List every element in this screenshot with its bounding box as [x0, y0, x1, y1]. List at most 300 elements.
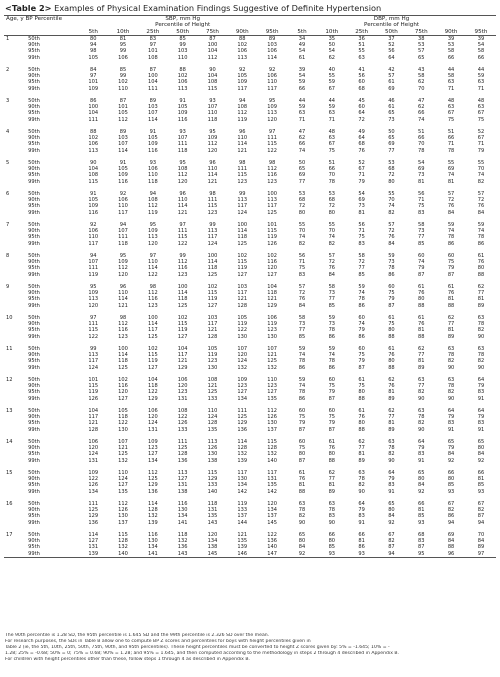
col-header: 25th — [138, 29, 168, 36]
dbp-value-cell: 66 — [328, 166, 336, 173]
dbp-value-cell: 35 — [328, 35, 336, 42]
dbp-value-cell: 78 — [477, 234, 485, 241]
dbp-value-cell: 74 — [388, 203, 395, 210]
sbp-value-cell: 110 — [147, 259, 158, 266]
sbp-value-cell: 113 — [147, 234, 158, 241]
footnote: Table 2 (ie, the 5th, 10th, 25th, 50th, 75th, 90th, and 95th percentiles). These height percentiles must be converted to height Z scores given by: 5% = -1.645; 10% = - — [5, 645, 390, 651]
sbp-value-cell: 98 — [89, 48, 97, 55]
sbp-value-cell: 108 — [147, 54, 158, 61]
sbp-value-cell: 110 — [267, 79, 277, 86]
dbp-value-cell: 63 — [477, 104, 485, 111]
sbp-value-cell: 123 — [267, 178, 277, 185]
sbp-value-cell: 125 — [177, 444, 188, 451]
sbp-value-cell: 92 — [119, 190, 127, 197]
dbp-value-cell: 90 — [447, 395, 455, 402]
sbp-value-cell: 110 — [177, 54, 188, 61]
dbp-value-cell: 74 — [477, 228, 485, 235]
sbp-value-cell: 102 — [118, 376, 128, 383]
sbp-value-cell: 98 — [268, 159, 276, 166]
dbp-value-cell: 67 — [328, 141, 336, 148]
sbp-value-cell: 112 — [207, 54, 218, 61]
sbp-value-cell: 111 — [237, 407, 248, 414]
dbp-value-cell: 89 — [388, 395, 395, 402]
dbp-value-cell: 55 — [298, 221, 306, 228]
sbp-value-cell: 106 — [118, 54, 128, 61]
dbp-value-cell: 94 — [447, 519, 455, 526]
sbp-value-cell: 94 — [89, 42, 97, 49]
col-header: 5th — [78, 29, 108, 36]
sbp-value-cell: 115 — [118, 531, 128, 538]
dbp-value-cell: 67 — [477, 110, 485, 117]
sbp-value-cell: 130 — [177, 506, 188, 513]
dbp-value-cell: 91 — [388, 488, 395, 495]
dbp-value-cell: 81 — [447, 296, 455, 303]
dbp-value-cell: 80 — [418, 296, 425, 303]
sbp-value-cell: 105 — [147, 135, 158, 142]
sbp-value-cell: 138 — [177, 488, 188, 495]
dbp-value-cell: 52 — [388, 42, 395, 49]
sbp-value-cell: 104 — [147, 79, 158, 86]
sbp-value-cell: 107 — [118, 228, 128, 235]
dbp-value-cell: 69 — [358, 197, 365, 204]
dbp-value-cell: 65 — [418, 54, 425, 61]
dbp-value-cell: 81 — [418, 327, 425, 334]
dbp-value-cell: 60 — [298, 438, 306, 445]
bp-percentile-cell: 50th — [28, 35, 40, 42]
dbp-value-cell: 76 — [358, 147, 365, 154]
bp-percentile-cell: 90th — [28, 259, 40, 266]
bp-percentile-cell: 90th — [28, 290, 40, 297]
sbp-value-cell: 106 — [177, 79, 188, 86]
dbp-value-cell: 74 — [298, 147, 306, 154]
dbp-value-cell: 48 — [447, 97, 455, 104]
dbp-value-cell: 59 — [328, 79, 336, 86]
sbp-value-cell: 112 — [267, 166, 277, 173]
sbp-value-cell: 104 — [88, 407, 99, 414]
bp-table — [4, 15, 496, 558]
dbp-value-cell: 54 — [328, 48, 336, 55]
bp-percentile-cell: 99th — [28, 116, 40, 123]
col-header: 95th — [257, 29, 287, 36]
sbp-value-cell: 123 — [237, 178, 248, 185]
sbp-value-cell: 99 — [209, 221, 216, 228]
bp-percentile-cell: 50th — [28, 469, 40, 476]
dbp-value-cell: 90 — [358, 488, 365, 495]
dbp-value-cell: 75 — [358, 352, 365, 359]
col-header: 90th — [436, 29, 466, 36]
dbp-value-cell: 82 — [477, 327, 485, 334]
dbp-value-cell: 70 — [328, 172, 336, 179]
dbp-value-cell: 60 — [358, 314, 365, 321]
dbp-value-cell: 84 — [298, 544, 306, 551]
bp-percentile-cell: 99th — [28, 209, 40, 216]
sbp-value-cell: 115 — [207, 203, 218, 210]
dbp-value-cell: 81 — [418, 178, 425, 185]
dbp-value-cell: 90 — [388, 457, 395, 464]
sbp-value-cell: 114 — [118, 296, 128, 303]
sbp-value-cell: 110 — [177, 197, 188, 204]
dbp-value-cell: 59 — [388, 252, 395, 259]
dbp-value-cell: 77 — [358, 444, 365, 451]
sbp-value-cell: 114 — [147, 321, 158, 328]
dbp-value-cell: 75 — [358, 383, 365, 390]
dbp-value-cell: 50 — [328, 42, 336, 49]
sbp-value-cell: 126 — [88, 395, 99, 402]
dbp-value-cell: 85 — [358, 271, 365, 278]
sbp-value-cell: 92 — [268, 66, 276, 73]
age-cell: 2 — [6, 66, 10, 73]
sbp-value-cell: 116 — [118, 178, 128, 185]
dbp-value-cell: 84 — [447, 451, 455, 458]
dbp-value-cell: 61 — [477, 252, 485, 259]
dbp-value-cell: 74 — [328, 234, 336, 241]
sbp-value-cell: 97 — [89, 314, 97, 321]
bp-percentile-cell: 95th — [28, 451, 40, 458]
dbp-value-cell: 51 — [358, 42, 365, 49]
sbp-value-cell: 116 — [267, 172, 277, 179]
sbp-value-cell: 107 — [177, 135, 188, 142]
col-header: 10th — [317, 29, 347, 36]
dbp-value-cell: 61 — [447, 283, 455, 290]
sbp-value-cell: 126 — [267, 414, 277, 420]
sbp-value-cell: 114 — [177, 290, 188, 297]
sbp-value-cell: 136 — [147, 488, 158, 495]
dbp-value-cell: 55 — [477, 159, 485, 166]
sbp-value-cell: 145 — [267, 519, 277, 526]
dbp-value-cell: 64 — [477, 407, 485, 414]
sbp-value-cell: 102 — [177, 314, 188, 321]
dbp-value-cell: 68 — [358, 85, 365, 92]
sbp-value-cell: 117 — [177, 352, 188, 359]
dbp-value-cell: 53 — [418, 42, 425, 49]
dbp-value-cell: 74 — [418, 259, 425, 266]
sbp-value-cell: 117 — [207, 321, 218, 328]
sbp-value-cell: 90 — [89, 159, 97, 166]
bp-percentile-cell: 99th — [28, 178, 40, 185]
sbp-value-cell: 142 — [267, 488, 277, 495]
dbp-value-cell: 80 — [447, 475, 455, 482]
dbp-value-cell: 65 — [388, 135, 395, 142]
dbp-value-cell: 79 — [298, 420, 306, 427]
sbp-value-cell: 102 — [207, 283, 218, 290]
dbp-value-cell: 79 — [358, 327, 365, 334]
dbp-value-cell: 90 — [447, 364, 455, 371]
dbp-value-cell: 58 — [447, 48, 455, 55]
dbp-value-cell: 56 — [358, 221, 365, 228]
sbp-value-cell: 104 — [88, 110, 99, 117]
dbp-value-cell: 64 — [358, 135, 365, 142]
sbp-value-cell: 98 — [239, 159, 246, 166]
bp-percentile-cell: 90th — [28, 475, 40, 482]
sbp-value-cell: 135 — [267, 395, 277, 402]
sbp-value-cell: 116 — [177, 116, 188, 123]
sbp-value-cell: 97 — [149, 42, 157, 49]
dbp-value-cell: 84 — [447, 209, 455, 216]
dbp-value-cell: 51 — [418, 128, 425, 135]
col-header: 10th — [108, 29, 138, 36]
sbp-value-cell: 106 — [177, 376, 188, 383]
sbp-value-cell: 111 — [118, 234, 128, 241]
sbp-value-cell: 125 — [207, 271, 218, 278]
sbp-value-cell: 103 — [118, 135, 128, 142]
dbp-value-cell: 73 — [298, 321, 306, 328]
dbp-value-cell: 88 — [418, 333, 425, 340]
table-body — [4, 35, 496, 557]
dbp-value-cell: 62 — [418, 79, 425, 86]
col-header: 5th — [287, 29, 317, 36]
dbp-value-cell: 80 — [418, 475, 425, 482]
dbp-value-cell: 92 — [447, 457, 455, 464]
sbp-value-cell: 115 — [267, 228, 277, 235]
dbp-value-cell: 89 — [477, 302, 485, 309]
sbp-value-cell: 111 — [88, 116, 99, 123]
sbp-value-cell: 110 — [207, 407, 218, 414]
sbp-value-cell: 135 — [207, 426, 218, 433]
bp-percentile-cell: 99th — [28, 457, 40, 464]
dbp-value-cell: 83 — [298, 271, 306, 278]
dbp-value-cell: 72 — [388, 228, 395, 235]
sbp-value-cell: 120 — [207, 147, 218, 154]
sbp-value-cell: 130 — [267, 333, 277, 340]
dbp-value-cell: 59 — [298, 79, 306, 86]
footnote: 1.28; 25% = -0.68; 50% = 0; 75% = 0.68; 90% = 1.28; and 95% = 1.645, and then computed according to the methodology in steps 2 through 4 described in Appendix B. — [5, 651, 400, 657]
sbp-value-cell: 142 — [237, 488, 248, 495]
sbp-value-cell: 87 — [119, 97, 127, 104]
dbp-value-cell: 57 — [447, 190, 455, 197]
dbp-value-cell: 78 — [477, 352, 485, 359]
sbp-value-cell: 124 — [147, 420, 158, 427]
sbp-value-cell: 115 — [88, 383, 99, 390]
sbp-value-cell: 105 — [88, 54, 99, 61]
sbp-value-cell: 100 — [147, 314, 158, 321]
age-cell: 8 — [6, 252, 10, 259]
dbp-value-cell: 82 — [418, 420, 425, 427]
sbp-value-cell: 104 — [88, 166, 99, 173]
dbp-value-cell: 63 — [418, 407, 425, 414]
bp-percentile-cell: 90th — [28, 444, 40, 451]
dbp-value-cell: 86 — [388, 271, 395, 278]
sbp-value-cell: 104 — [177, 345, 188, 352]
bp-percentile-cell: 90th — [28, 383, 40, 390]
dbp-value-cell: 58 — [418, 221, 425, 228]
dbp-value-cell: 70 — [418, 141, 425, 148]
sbp-value-cell: 125 — [237, 240, 248, 247]
sbp-value-cell: 103 — [147, 104, 158, 111]
sbp-value-cell: 95 — [119, 42, 127, 49]
sbp-value-cell: 117 — [267, 85, 277, 92]
dbp-value-cell: 77 — [328, 475, 336, 482]
dbp-value-cell: 76 — [328, 265, 336, 272]
sbp-value-cell: 102 — [147, 345, 158, 352]
dbp-value-cell: 61 — [358, 407, 365, 414]
sbp-value-cell: 134 — [88, 488, 99, 495]
dbp-value-cell: 72 — [447, 197, 455, 204]
dbp-value-cell: 86 — [298, 395, 306, 402]
dbp-value-cell: 56 — [298, 252, 306, 259]
dbp-value-cell: 47 — [298, 128, 306, 135]
sbp-value-cell: 113 — [88, 296, 99, 303]
dbp-value-cell: 66 — [447, 54, 455, 61]
dbp-value-cell: 86 — [358, 544, 365, 551]
dbp-value-cell: 92 — [287, 551, 317, 558]
sbp-value-cell: 127 — [237, 271, 248, 278]
sbp-value-cell: 108 — [88, 172, 99, 179]
sbp-value-cell: 114 — [237, 141, 248, 148]
sbp-value-cell: 120 — [147, 414, 158, 420]
table-number: <Table 2> — [5, 3, 52, 13]
dbp-value-cell: 85 — [477, 482, 485, 489]
dbp-value-cell: 76 — [418, 290, 425, 297]
dbp-value-cell: 66 — [477, 469, 485, 476]
sbp-value-cell: 105 — [237, 314, 248, 321]
dbp-value-cell: 78 — [388, 444, 395, 451]
col-header: 75th — [198, 29, 228, 36]
dbp-value-cell: 84 — [477, 209, 485, 216]
sbp-value-cell: 110 — [118, 203, 128, 210]
dbp-value-cell: 87 — [418, 271, 425, 278]
dbp-value-cell: 70 — [298, 228, 306, 235]
dbp-value-cell: 55 — [358, 48, 365, 55]
dbp-value-cell: 70 — [477, 531, 485, 538]
sbp-value-cell: 125 — [147, 475, 158, 482]
sbp-value-cell: 125 — [118, 364, 128, 371]
sbp-value-cell: 121 — [177, 209, 188, 216]
sbp-value-cell: 94 — [89, 252, 97, 259]
sbp-value-cell: 109 — [88, 290, 99, 297]
dbp-value-cell: 42 — [388, 66, 395, 73]
sbp-value-cell: 83 — [149, 35, 157, 42]
bp-percentile-cell: 90th — [28, 104, 40, 111]
sbp-value-cell: 136 — [177, 544, 188, 551]
sbp-value-cell: 100 — [267, 190, 277, 197]
col-header: 50th — [377, 29, 407, 36]
sbp-value-cell: 112 — [207, 141, 218, 148]
sbp-value-cell: 129 — [177, 364, 188, 371]
dbp-value-cell: 85 — [447, 482, 455, 489]
dbp-value-cell: 58 — [418, 73, 425, 80]
sbp-value-cell: 110 — [207, 110, 218, 117]
dbp-value-cell: 63 — [328, 500, 336, 507]
dbp-value-cell: 81 — [477, 296, 485, 303]
sbp-value-cell: 119 — [88, 271, 99, 278]
sbp-value-cell: 140 — [207, 488, 218, 495]
sbp-value-cell: 118 — [177, 296, 188, 303]
sbp-value-cell: 120 — [267, 265, 277, 272]
sbp-value-cell: 95 — [268, 97, 276, 104]
sbp-value-cell: 132 — [237, 451, 248, 458]
dbp-value-cell: 93 — [477, 488, 485, 495]
dbp-value-cell: 71 — [447, 141, 455, 148]
sbp-value-cell: 128 — [207, 420, 218, 427]
dbp-value-cell: 63 — [358, 54, 365, 61]
dbp-value-cell: 68 — [418, 531, 425, 538]
sbp-value-cell: 99 — [89, 345, 97, 352]
dbp-value-cell: 79 — [477, 414, 485, 420]
footnote: For children with height percentiles other than these, follow steps 1 through 4 as described in Appendix B. — [5, 657, 250, 663]
col-header: 50th — [168, 29, 198, 36]
dbp-value-cell: 89 — [328, 488, 336, 495]
dbp-value-cell: 52 — [477, 128, 485, 135]
dbp-value-cell: 79 — [388, 475, 395, 482]
sbp-value-cell: 121 — [118, 302, 128, 309]
sbp-value-cell: 111 — [207, 197, 218, 204]
sbp-value-cell: 120 — [88, 302, 99, 309]
dbp-value-cell: 65 — [298, 531, 306, 538]
sbp-value-cell: 114 — [237, 438, 248, 445]
dbp-value-cell: 76 — [298, 475, 306, 482]
bp-percentile-cell: 95th — [28, 389, 40, 396]
sbp-value-cell: 92 — [89, 221, 97, 228]
dbp-value-cell: 85 — [328, 544, 336, 551]
age-cell: 1 — [6, 35, 10, 42]
sbp-value-cell: 96 — [209, 159, 216, 166]
dbp-value-cell: 79 — [328, 389, 336, 396]
bp-percentile-cell: 99th — [28, 147, 40, 154]
dbp-value-cell: 88 — [477, 271, 485, 278]
bp-percentile-cell: 95th — [28, 234, 40, 241]
bp-percentile-cell: 99th — [28, 364, 40, 371]
sbp-value-cell: 124 — [207, 240, 218, 247]
sbp-value-cell: 125 — [88, 506, 99, 513]
dbp-value-cell: 62 — [328, 469, 336, 476]
sbp-value-cell: 95 — [119, 252, 127, 259]
dbp-value-cell: 63 — [328, 110, 336, 117]
table-caption: Examples of Physical Examination Findings Suggestive of Definite Hypertension — [51, 3, 382, 13]
dbp-value-cell: 57 — [298, 283, 306, 290]
sbp-value-cell: 128 — [147, 506, 158, 513]
dbp-value-cell: 80 — [328, 209, 336, 216]
sbp-value-cell: 99 — [179, 42, 186, 49]
age-cell: 17 — [6, 531, 13, 538]
sbp-value-cell: 118 — [207, 500, 218, 507]
sbp-value-cell: 118 — [207, 265, 218, 272]
dbp-value-cell: 64 — [358, 500, 365, 507]
sbp-value-cell: 123 — [237, 383, 248, 390]
sbp-value-cell: 114 — [267, 54, 277, 61]
dbp-value-cell: 71 — [298, 116, 306, 123]
dbp-value-cell: 61 — [298, 469, 306, 476]
dbp-value-cell: 63 — [447, 79, 455, 86]
sbp-value-cell: 134 — [207, 537, 218, 544]
sbp-value-cell: 137 — [237, 513, 248, 520]
sbp-value-cell: 133 — [207, 482, 218, 489]
sbp-value-cell: 87 — [149, 66, 157, 73]
sbp-value-cell: 111 — [177, 438, 188, 445]
dbp-value-cell: 60 — [418, 252, 425, 259]
sbp-value-cell: 122 — [88, 475, 99, 482]
sbp-value-cell: 124 — [118, 475, 128, 482]
sbp-value-cell: 116 — [177, 500, 188, 507]
sbp-value-cell: 111 — [237, 166, 248, 173]
sbp-value-cell: 114 — [207, 259, 218, 266]
sbp-value-cell: 131 — [88, 457, 99, 464]
sbp-value-cell: 122 — [118, 420, 128, 427]
dbp-value-cell: 84 — [388, 513, 395, 520]
dbp-value-cell: 91 — [477, 395, 485, 402]
sbp-value-cell: 115 — [177, 234, 188, 241]
sbp-value-cell: 111 — [177, 141, 188, 148]
sbp-value-cell: 133 — [207, 395, 218, 402]
dbp-value-cell: 84 — [477, 537, 485, 544]
dbp-value-cell: 82 — [388, 451, 395, 458]
dbp-value-cell: 51 — [328, 159, 336, 166]
dbp-value-cell: 59 — [358, 283, 365, 290]
dbp-value-cell: 93 — [418, 519, 425, 526]
sbp-value-cell: 115 — [147, 352, 158, 359]
sbp-value-cell: 129 — [207, 475, 218, 482]
age-cell: 10 — [6, 314, 13, 321]
sbp-value-cell: 104 — [267, 283, 277, 290]
